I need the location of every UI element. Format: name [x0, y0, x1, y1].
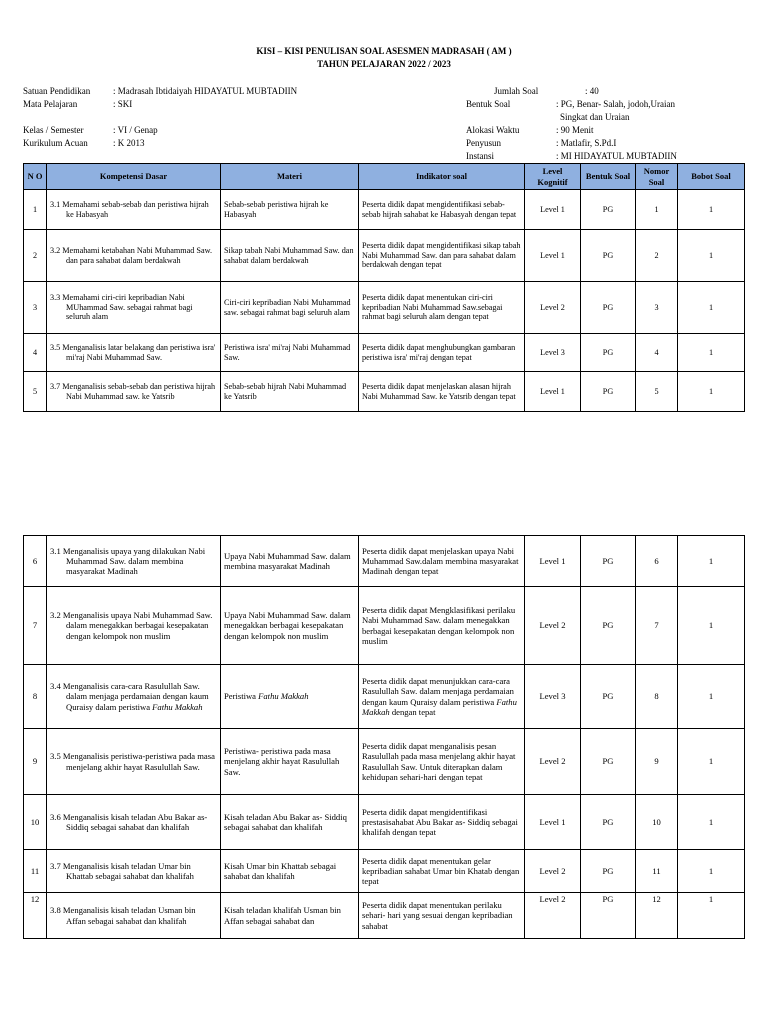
- cell-materi: Sikap tabah Nabi Muhammad Saw. dan sahabat dalam berdakwah: [221, 230, 359, 282]
- cell-nomor: 5: [636, 372, 678, 412]
- cell-indikator: Peserta didik dapat mengidentifikasi prestasisahabat Abu Bakar as- Siddiq sebagai khalifah dengan tepat: [359, 795, 525, 850]
- cell-indikator: Peserta didik dapat menentukan gelar kepribadian sahabat Umar bin Khatab dengan tepat: [359, 850, 525, 893]
- cell-materi: Upaya Nabi Muhammad Saw. dalam membina masyarakat Madinah: [221, 536, 359, 587]
- cell-kompetensi: [47, 729, 221, 795]
- cell-level: Level 3: [525, 665, 581, 729]
- info-label: Penyusun: [466, 138, 502, 148]
- cell-indikator: Peserta didik dapat menentukan ciri-ciri kepribadian Nabi Muhammad Saw.sebagai rahmat bagi seluruh alam dengan tepat: [359, 282, 525, 334]
- table-row: [24, 893, 745, 939]
- col-header-nomor: Nomor Soal: [636, 164, 678, 190]
- materi-italic: Fathu Makkah: [258, 691, 309, 702]
- cell-no: 9: [24, 729, 47, 795]
- cell-nomor: 7: [636, 587, 678, 665]
- cell-kompetensi: [47, 230, 221, 282]
- cell-kompetensi: [47, 282, 221, 334]
- cell-indikator: Peserta didik dapat menjelaskan upaya Nabi Muhammad Saw.dalam membina masyarakat Madinah dengan tepat: [359, 536, 525, 587]
- cell-kompetensi-text: 3.1 Menganalisis upaya yang dilakukan Nabi Muhammad Saw. dalam membina masyarakat Madinah: [50, 545, 206, 577]
- cell-indikator: Peserta didik dapat mengidentifikasi sebab-sebab hijrah sahabat ke Habasyah dengan tepat: [359, 190, 525, 230]
- cell-nomor: 3: [636, 282, 678, 334]
- info-value: : Matlafir, S.Pd.I: [556, 138, 617, 148]
- cell-level: Level 2: [525, 893, 581, 939]
- cell-kompetensi: [47, 190, 221, 230]
- cell-kompetensi-text: 3.7 Menganalisis kisah teladan Umar bin Khattab sebagai sahabat dan khalifah: [50, 860, 194, 881]
- cell-bobot: 1: [678, 665, 745, 729]
- cell-no: 1: [24, 190, 47, 230]
- cell-level: Level 2: [525, 587, 581, 665]
- document-title: KISI – KISI PENULISAN SOAL ASESMEN MADRASAH ( AM ): [256, 46, 512, 56]
- info-value: : K 2013: [113, 138, 145, 148]
- info-value: : 40: [585, 86, 599, 96]
- info-label: Kurikulum Acuan: [23, 138, 88, 148]
- cell-no: 11: [24, 850, 47, 893]
- cell-nomor: 12: [636, 893, 678, 939]
- cell-kompetensi-text: 3.3 Memahami ciri-ciri kepribadian Nabi MUhammad Saw. sebagai rahmat bagi seluruh alam: [50, 292, 193, 322]
- cell-no: 5: [24, 372, 47, 412]
- cell-materi: Sebab-sebab hijrah Nabi Muhammad ke Yatsrib: [221, 372, 359, 412]
- table-row: [24, 795, 745, 850]
- indikator-text: Peserta didik dapat menunjukkan cara-cara Rasulullah Saw. dalam menjaga perdamaian dengan kaum Quraisy dalam peristiwa: [362, 675, 514, 707]
- cell-bobot: 1: [678, 795, 745, 850]
- info-label: Instansi: [466, 151, 494, 161]
- cell-kompetensi-text: 3.8 Menganalisis kisah teladan Usman bin Affan sebagai sahabat dan khalifah: [50, 905, 196, 926]
- table-row: [24, 729, 745, 795]
- cell-bentuk: PG: [581, 536, 636, 587]
- cell-kompetensi-text: 3.2 Memahami ketabahan Nabi Muhammad Saw. dan para sahabat dalam berdakwah: [50, 245, 213, 265]
- info-label: Kelas / Semester: [23, 125, 84, 135]
- indikator-tail: dengan tepat: [391, 706, 436, 717]
- table-row: [24, 334, 745, 372]
- cell-nomor: 9: [636, 729, 678, 795]
- cell-kompetensi: [47, 795, 221, 850]
- cell-bobot: 1: [678, 729, 745, 795]
- cell-kompetensi-text: 3.2 Menganalisis upaya Nabi Muhammad Saw. dalam menegakkan berbagai kesepakatan dengan kelompok non muslim: [50, 610, 213, 641]
- info-value: : SKI: [113, 99, 133, 109]
- col-header-no: N O: [24, 164, 47, 190]
- kisi-table-page1: [23, 163, 745, 412]
- info-value: : VI / Genap: [113, 125, 158, 135]
- cell-kompetensi-text: 3.6 Menganalisis kisah teladan Abu Bakar as- Siddiq sebagai sahabat dan khalifah: [50, 811, 208, 832]
- cell-kompetensi-text: 3.7 Menganalisis sebab-sebab dan peristiwa hijrah Nabi Muhammad saw. ke Yatsrib: [50, 381, 216, 401]
- col-header-materi: Materi: [221, 164, 359, 190]
- cell-bentuk: PG: [581, 795, 636, 850]
- cell-kompetensi: [47, 893, 221, 939]
- kompetensi-italic: Fathu Makkah: [152, 701, 203, 712]
- cell-kompetensi: [47, 536, 221, 587]
- cell-materi: Kisah teladan khalifah Usman bin Affan sebagai sahabat dan: [221, 893, 359, 939]
- cell-bentuk: PG: [581, 282, 636, 334]
- cell-no: 7: [24, 587, 47, 665]
- cell-bentuk: PG: [581, 850, 636, 893]
- cell-no: 6: [24, 536, 47, 587]
- col-header-kompetensi: Kompetensi Dasar: [47, 164, 221, 190]
- info-value: Singkat dan Uraian: [560, 112, 630, 122]
- cell-nomor: 11: [636, 850, 678, 893]
- materi-text: Peristiwa: [224, 691, 256, 702]
- info-value: : MI HIDAYATUL MUBTADIIN: [556, 151, 677, 161]
- cell-no: 4: [24, 334, 47, 372]
- cell-nomor: 2: [636, 230, 678, 282]
- table-row: [24, 536, 745, 587]
- cell-nomor: 6: [636, 536, 678, 587]
- cell-bentuk: PG: [581, 372, 636, 412]
- cell-level: Level 2: [525, 282, 581, 334]
- cell-bobot: 1: [678, 334, 745, 372]
- cell-indikator: Peserta didik dapat menjelaskan alasan hijrah Nabi Muhammad Saw. ke Yatsrib dengan tepat: [359, 372, 525, 412]
- info-label: Alokasi Waktu: [466, 125, 520, 135]
- cell-no: 2: [24, 230, 47, 282]
- cell-level: Level 3: [525, 334, 581, 372]
- cell-kompetensi-text: 3.5 Menganalisis peristiwa-peristiwa pada masa menjelang akhir hayat Rasulullah Saw.: [50, 751, 215, 772]
- cell-bobot: 1: [678, 536, 745, 587]
- cell-level: Level 1: [525, 536, 581, 587]
- col-header-indikator: Indikator soal: [359, 164, 525, 190]
- cell-bobot: 1: [678, 190, 745, 230]
- cell-bobot: 1: [678, 893, 745, 939]
- info-value: : 90 Menit: [556, 125, 594, 135]
- cell-bobot: 1: [678, 372, 745, 412]
- cell-kompetensi: [47, 850, 221, 893]
- cell-bobot: 1: [678, 282, 745, 334]
- cell-level: Level 2: [525, 850, 581, 893]
- cell-bobot: 1: [678, 850, 745, 893]
- cell-bentuk: PG: [581, 893, 636, 939]
- cell-bentuk: PG: [581, 587, 636, 665]
- cell-materi: Sebab-sebab peristiwa hijrah ke Habasyah: [221, 190, 359, 230]
- cell-no: 3: [24, 282, 47, 334]
- col-header-level: Level Kognitif: [525, 164, 581, 190]
- table-row: [24, 665, 745, 729]
- cell-bentuk: PG: [581, 729, 636, 795]
- cell-materi: Kisah Umar bin Khattab sebagai sahabat dan khalifah: [221, 850, 359, 893]
- table-row: [24, 190, 745, 230]
- info-label: Mata Pelajaran: [23, 99, 78, 109]
- info-value: : Madrasah Ibtidaiyah HIDAYATUL MUBTADIIN: [113, 86, 298, 96]
- cell-bentuk: PG: [581, 190, 636, 230]
- cell-kompetensi-text: [50, 681, 217, 712]
- cell-materi: [221, 665, 359, 729]
- cell-no: 12: [24, 893, 47, 939]
- info-label: Satuan Pendidikan: [23, 86, 91, 96]
- cell-bentuk: PG: [581, 334, 636, 372]
- cell-level: Level 1: [525, 795, 581, 850]
- cell-indikator: Peserta didik dapat mengidentifikasi sikap tabah Nabi Muhammad Saw. dan para sahabat dalam berdakwah dengan tepat: [359, 230, 525, 282]
- cell-level: Level 1: [525, 190, 581, 230]
- cell-indikator: Peserta didik dapat menghubungkan gambaran peristiwa isra' mi'raj dengan tepat: [359, 334, 525, 372]
- cell-kompetensi: [47, 665, 221, 729]
- cell-no: 8: [24, 665, 47, 729]
- cell-level: Level 1: [525, 372, 581, 412]
- table-row: [24, 230, 745, 282]
- info-label: Bentuk Soal: [466, 99, 511, 109]
- col-header-bobot: Bobot Soal: [678, 164, 745, 190]
- cell-materi: Ciri-ciri kepribadian Nabi Muhammad saw. sebagai rahmat bagi seluruh alam: [221, 282, 359, 334]
- cell-nomor: 8: [636, 665, 678, 729]
- kompetensi-text: 3.4 Menganalisis cara-cara Rasulullah Saw. dalam menjaga perdamaian dengan kaum Quraisy dalam peristiwa: [50, 681, 209, 712]
- cell-nomor: 1: [636, 190, 678, 230]
- cell-level: Level 1: [525, 230, 581, 282]
- cell-nomor: 4: [636, 334, 678, 372]
- table-header-row: [24, 164, 745, 190]
- cell-bentuk: PG: [581, 665, 636, 729]
- cell-bobot: 1: [678, 230, 745, 282]
- cell-kompetensi: [47, 334, 221, 372]
- cell-indikator: Peserta didik dapat menentukan perilaku sehari- hari yang sesuai dengan kepribadian sahabat: [359, 893, 525, 939]
- cell-nomor: 10: [636, 795, 678, 850]
- info-value: : PG, Benar- Salah, jodoh,Uraian: [556, 99, 676, 109]
- cell-indikator: [359, 665, 525, 729]
- cell-materi: Peristiwa isra' mi'raj Nabi Muhammad Saw.: [221, 334, 359, 372]
- cell-kompetensi-text: 3.1 Memahami sebab-sebab dan peristiwa hijrah ke Habasyah: [50, 199, 209, 219]
- table-row: [24, 850, 745, 893]
- table-row: [24, 372, 745, 412]
- cell-level: Level 2: [525, 729, 581, 795]
- cell-no: 10: [24, 795, 47, 850]
- table-row: [24, 282, 745, 334]
- cell-kompetensi-text: 3.5 Menganalisis latar belakang dan peristiwa isra' mi'raj Nabi Muhammad Saw.: [50, 342, 216, 362]
- cell-indikator: Peserta didik dapat menganalisis pesan Rasulullah pada masa menjelang akhir hayat Rasulullah Saw. Untuk diterapkan dalam kehidupan sehari-hari dengan tepat: [359, 729, 525, 795]
- cell-bobot: 1: [678, 587, 745, 665]
- cell-materi: Peristiwa- peristiwa pada masa menjelang akhir hayat Rasulullah Saw.: [221, 729, 359, 795]
- cell-materi: Upaya Nabi Muhammad Saw. dalam menegakkan berbagai kesepakatan dengan kelompok non muslim: [221, 587, 359, 665]
- info-label: Jumlah Soal: [494, 86, 539, 96]
- table-row: [24, 587, 745, 665]
- cell-indikator: Peserta didik dapat Mengklasifikasi perilaku Nabi Muhammad Saw. dalam menegakkan berbagai kesepakatan dengan kelompok non muslim: [359, 587, 525, 665]
- cell-kompetensi: [47, 587, 221, 665]
- cell-bentuk: PG: [581, 230, 636, 282]
- cell-materi: Kisah teladan Abu Bakar as- Siddiq sebagai sahabat dan khalifah: [221, 795, 359, 850]
- document-subtitle: TAHUN PELAJARAN 2022 / 2023: [317, 59, 451, 69]
- kisi-table-page2: [23, 535, 745, 939]
- col-header-bentuk: Bentuk Soal: [581, 164, 636, 190]
- cell-kompetensi: [47, 372, 221, 412]
- indikator-italic: Fathu Makkah: [362, 696, 517, 717]
